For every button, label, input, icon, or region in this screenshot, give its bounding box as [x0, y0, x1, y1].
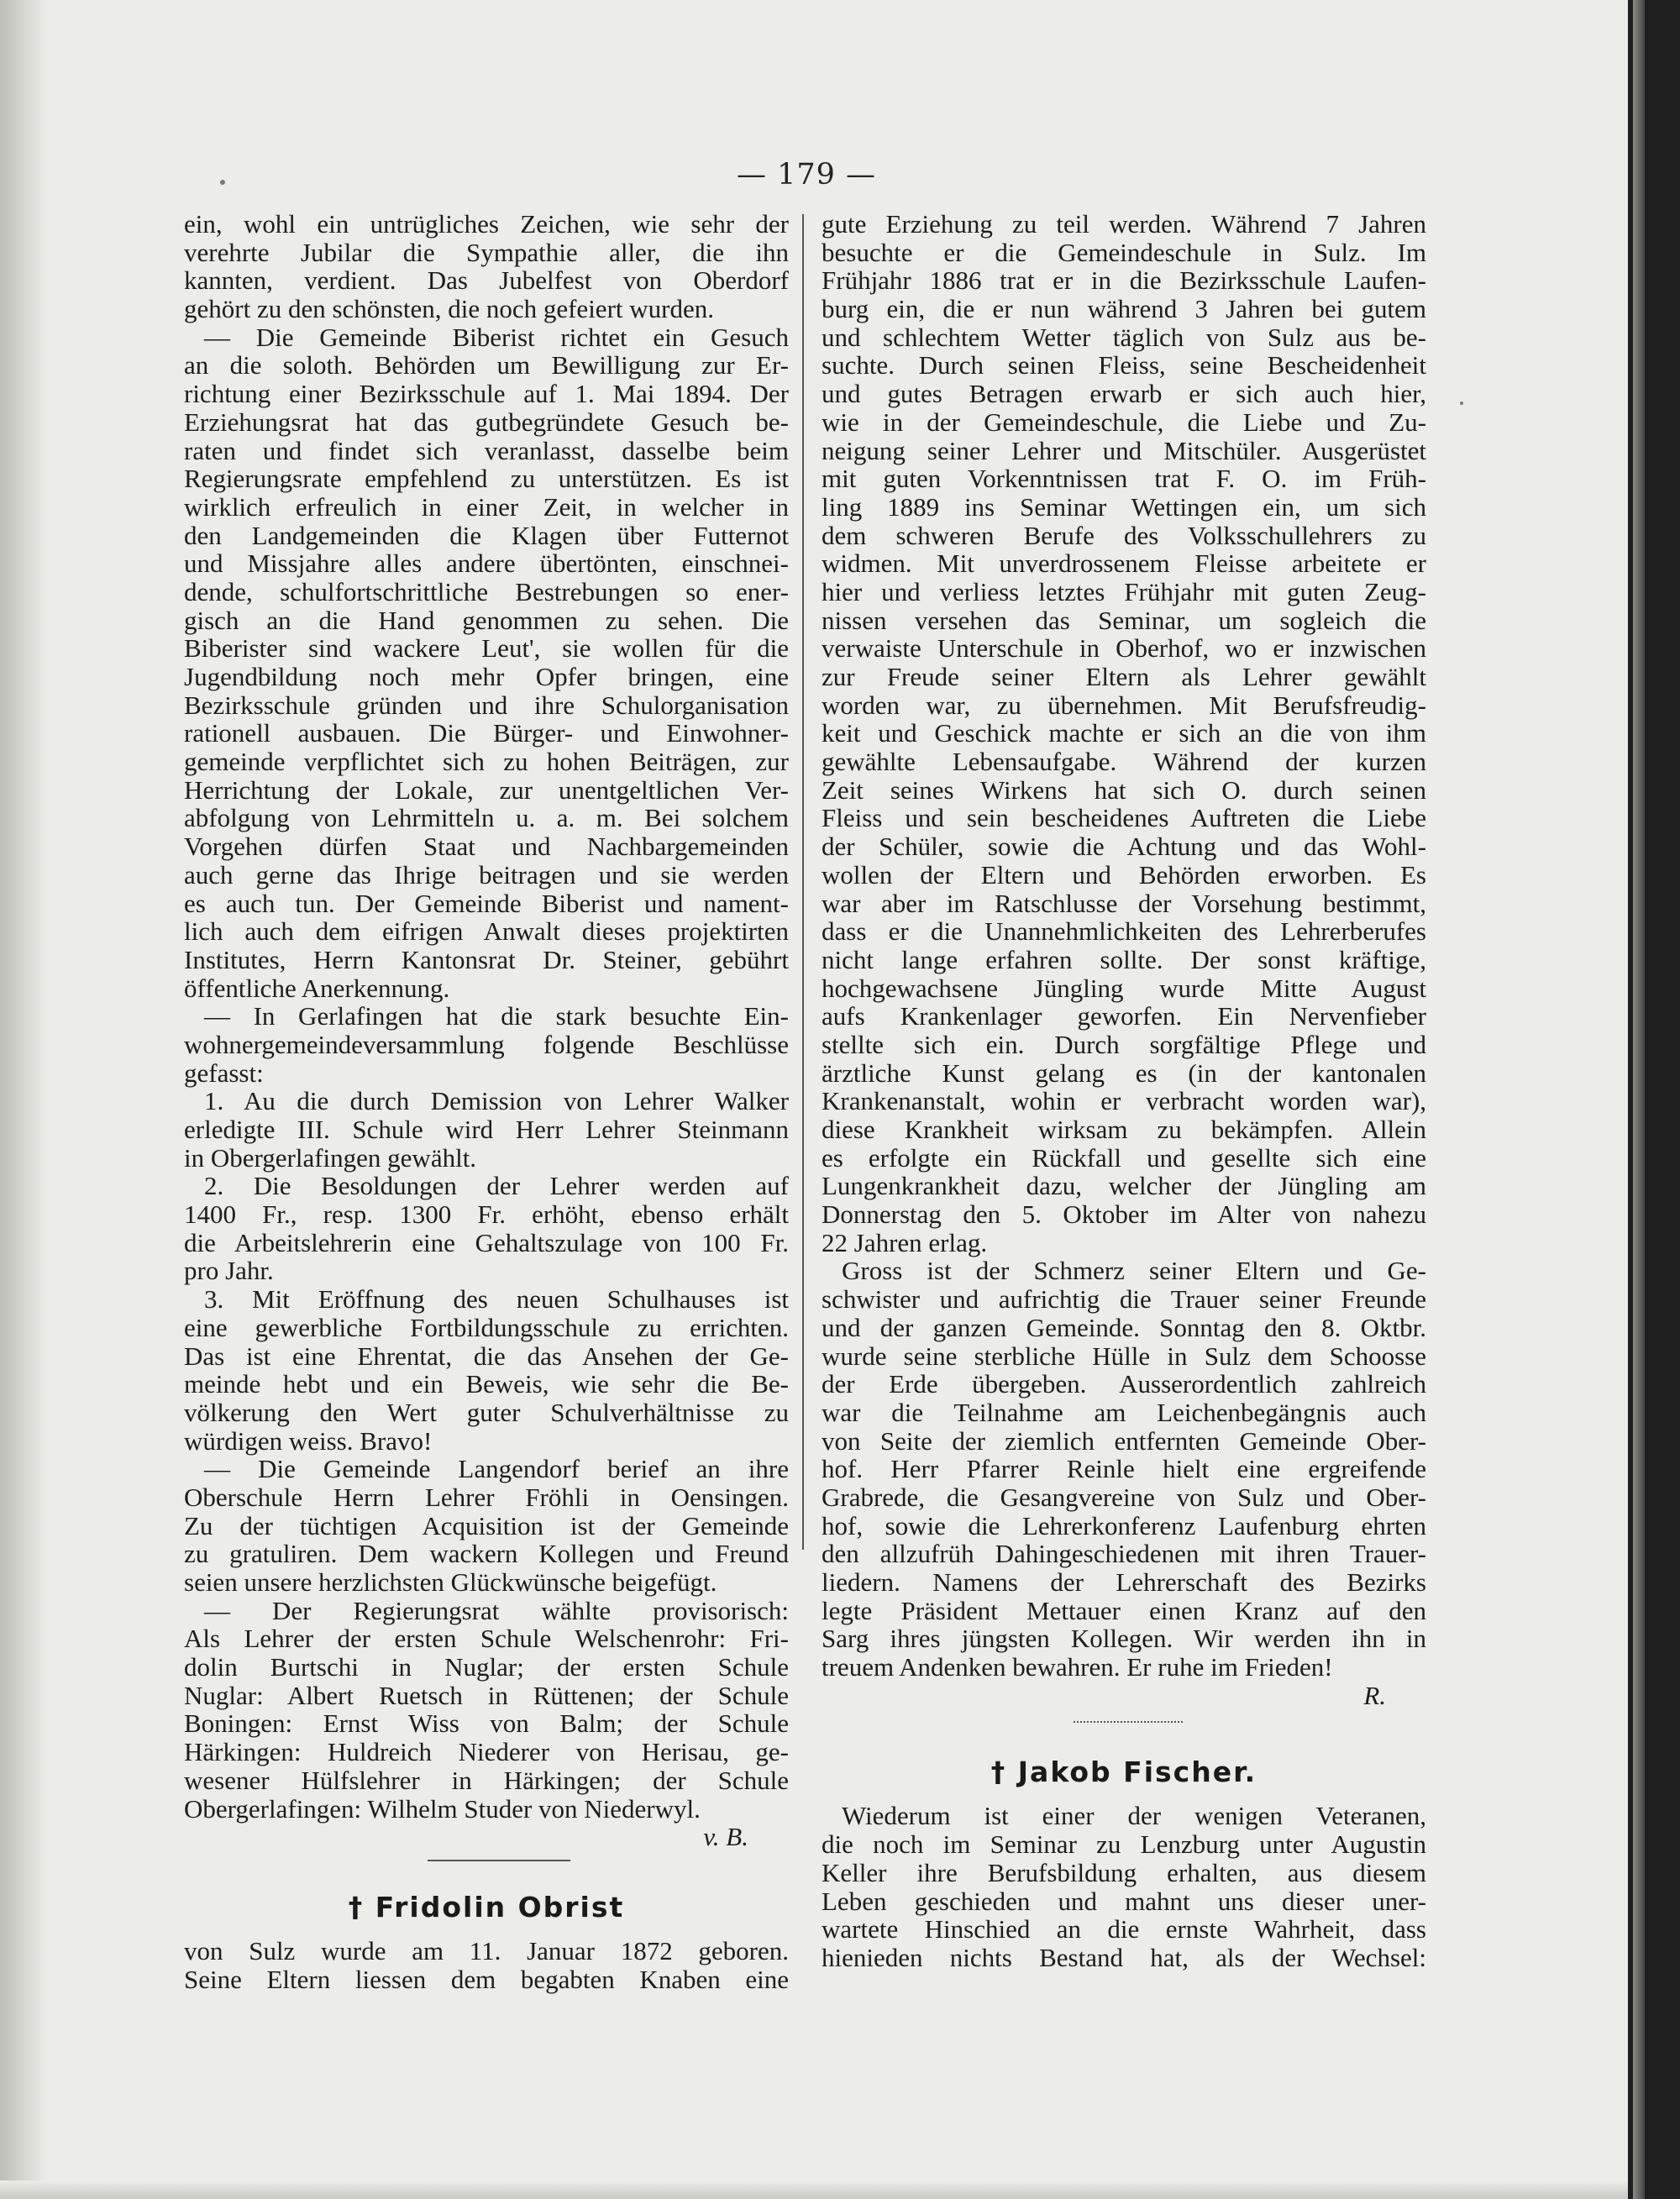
text-line: Grabrede, die Gesangvereine von Sulz und Ober- [822, 1482, 1426, 1512]
text-line: Vorgehen dürfen Staat und Nachbargemeinden [184, 832, 789, 862]
text-line: gefasst: [184, 1058, 264, 1088]
left-signature: v. B. [703, 1822, 748, 1852]
text-line: ling 1889 ins Seminar Wettingen ein, um sich [822, 491, 1426, 522]
text-line: Fleiss und sein bescheidenes Auftreten die Liebe [822, 803, 1426, 833]
text-line: meinde hebt und ein Beweis, wie sehr die Be- [184, 1369, 789, 1399]
text-line: widmen. Mit unverdrossenem Fleisse arbeitete er [822, 548, 1426, 579]
text-line: wurde seine sterbliche Hülle in Sulz dem Schoosse [822, 1341, 1426, 1371]
text-line: wie in der Gemeindeschule, die Liebe und Zu- [822, 407, 1426, 437]
text-line: es auch tun. Der Gemeinde Biberist und nament- [184, 888, 789, 918]
text-line: in Obergerlafingen gewählt. [184, 1142, 477, 1173]
text-line: erledigte III. Schule wird Herr Lehrer Steinmann [184, 1115, 789, 1144]
text-line: auch gerne das Ihrige beitragen und sie werden [184, 859, 789, 890]
text-line: diese Krankheit wirksam zu bekämpfen. Allein [822, 1115, 1426, 1144]
left-page-edge [0, 0, 49, 2199]
text-line: verehrte Jubilar die Sympathie aller, die ihn [184, 237, 789, 267]
text-line: aufs Krankenlager geworfen. Ein Nervenfieber [822, 1001, 1426, 1031]
text-line: Regierungsrate empfehlend zu unterstützen. Es ist [184, 464, 789, 494]
text-line: völkerung den Wert guter Schulverhältnisse zu [184, 1397, 789, 1427]
text-line: raten und findet sich veranlasst, dasselbe beim [184, 435, 789, 465]
text-line: gehört zu den schönsten, die noch gefeiert wurden. [184, 294, 714, 324]
text-line: Erziehungsrat hat das gutbegründete Gesuch be- [184, 407, 789, 437]
text-line: Biberister sind wackere Leut', sie wollen für die [184, 633, 789, 664]
text-line: der Erde übergeben. Ausserordentlich zahlreich [822, 1369, 1426, 1399]
text-line: Frühjahr 1886 trat er in die Bezirksschule Laufen- [822, 265, 1426, 296]
text-line: hier und verliess letztes Frühjahr mit guten Zeug- [822, 576, 1426, 606]
text-line: legte Präsident Mettauer einen Kranz auf den [822, 1595, 1426, 1625]
text-line: war die Teilnahme am Leichenbegängnis auch [822, 1397, 1426, 1427]
text-line: 1. Au die durch Demission von Lehrer Walker [204, 1086, 789, 1116]
text-line: nicht lange erfahren sollte. Der sonst kräftige, [822, 944, 1426, 974]
column-divider [802, 214, 804, 1550]
text-line: Boningen: Ernst Wiss von Balm; der Schule [184, 1708, 789, 1739]
text-line: Zeit seines Wirkens hat sich O. durch seinen [822, 774, 1426, 805]
text-line: wesener Hülfslehrer in Härkingen; der Schule [184, 1765, 789, 1795]
text-line: dass er die Unannehmlichkeiten des Lehrerberufes [822, 916, 1426, 947]
text-line: worden war, zu übernehmen. Mit Berufsfreudig- [822, 690, 1426, 720]
text-line: Zu der tüchtigen Acquisition ist der Gemeinde [184, 1510, 789, 1540]
text-line: Jugendbildung noch mehr Opfer bringen, eine [184, 662, 789, 691]
text-line: Donnerstag den 5. Oktober im Alter von nahezu [822, 1199, 1426, 1230]
obituary-text-fischer [822, 1802, 1426, 1971]
text-line: hof, sowie die Lehrerkonferenz Laufenburg ehrten [822, 1510, 1426, 1540]
text-line: treuem Andenken bewahren. Er ruhe im Frieden! [822, 1652, 1333, 1682]
text-line: Wiederum ist einer der wenigen Veteranen, [842, 1801, 1426, 1831]
text-line: und der ganzen Gemeinde. Sonntag den 8. Oktbr. [822, 1312, 1426, 1342]
text-line: und Missjahre alles andere übertönten, einschnei- [184, 548, 789, 579]
right-signature: R. [1363, 1680, 1386, 1710]
text-line: nissen versehen das Seminar, um sogleich die [822, 605, 1426, 635]
text-line: hof. Herr Pfarrer Reinle hielt eine ergreifende [822, 1454, 1426, 1484]
speck [1460, 401, 1463, 405]
text-line: zu gratuliren. Dem wackern Kollegen und Freund [184, 1539, 789, 1569]
text-line: Leben geschieden und mahnt uns dieser uner- [822, 1886, 1426, 1916]
text-line: wartete Hinschied an die ernste Wahrheit, dass [822, 1914, 1426, 1944]
right-column [822, 210, 1426, 1972]
text-line: wirklich erfreulich in einer Zeit, in welcher in [184, 491, 789, 522]
text-line: keit und Geschick machte er sich an die von ihm [822, 718, 1426, 748]
text-line: war aber im Ratschlusse der Vorsehung bestimmt, [822, 888, 1426, 918]
text-line: es erfolgte ein Rückfall und gesellte sich eine [822, 1142, 1426, 1173]
speck [220, 180, 225, 185]
text-line: besuchte er die Gemeindeschule in Sulz. Im [822, 237, 1426, 267]
text-line: Sarg ihres jüngsten Kollegen. Wir werden ihn in [822, 1624, 1426, 1654]
section-ornament [822, 1709, 1426, 1743]
text-line: den Landgemeinden die Klagen über Futternot [184, 520, 789, 550]
text-line: zur Freude seiner Eltern als Lehrer gewählt [822, 662, 1426, 691]
text-line: lich auch dem eifrigen Anwalt dieses projektirten [184, 916, 789, 947]
text-line: Gross ist der Schmerz seiner Eltern und Ge- [842, 1256, 1426, 1286]
obituary-text-obrist [184, 1937, 789, 1993]
text-line: öffentliche Anerkennung. [184, 973, 450, 1003]
text-line: Härkingen: Huldreich Niederer von Herisau, ge- [184, 1737, 789, 1767]
text-line: Nuglar: Albert Ruetsch in Rüttenen; der Schule [184, 1680, 789, 1710]
text-line: schwister und aufrichtig die Trauer seiner Freunde [822, 1284, 1426, 1315]
text-line: wohnergemeindeversammlung folgende Beschlüsse [184, 1029, 789, 1059]
text-line: neigung seiner Lehrer und Mitschüler. Ausgerüstet [822, 435, 1426, 465]
text-line: 22 Jahren erlag. [822, 1227, 988, 1257]
text-line: den allzufrüh Dahingeschiedenen mit ihren Trauer- [822, 1539, 1426, 1569]
text-line: 1400 Fr., resp. 1300 Fr. erhöht, ebenso erhält [184, 1199, 789, 1230]
text-line: verwaiste Unterschule in Oberhof, wo er inzwischen [822, 633, 1426, 664]
text-line: 2. Die Besoldungen der Lehrer werden auf [204, 1171, 789, 1201]
text-line: gemeinde verpflichtet sich zu hohen Beiträgen, zur [184, 747, 789, 777]
text-line: dolin Burtschi in Nuglar; der ersten Schule [184, 1652, 789, 1682]
text-line: Als Lehrer der ersten Schule Welschenrohr: Fri- [184, 1624, 789, 1654]
text-line: eine gewerbliche Fortbildungsschule zu errichten. [184, 1312, 789, 1342]
text-line: Institutes, Herrn Kantonsrat Dr. Steiner, gebührt [184, 944, 789, 974]
text-line: stellte sich ein. Durch sorgfältige Pflege und [822, 1029, 1426, 1059]
text-line: der Schüler, sowie die Achtung und das Wohl- [822, 832, 1426, 862]
text-line: an die soloth. Behörden um Bewilligung zur Er- [184, 350, 789, 380]
text-line: Bezirksschule gründen und ihre Schulorganisation [184, 690, 789, 720]
right-body-text [822, 210, 1426, 1682]
text-line: suchte. Durch seinen Fleiss, seine Bescheidenheit [822, 350, 1426, 380]
text-line: Oberschule Herrn Lehrer Fröhli in Oensingen. [184, 1482, 789, 1512]
obituary-title-obrist: † Fridolin Obrist [348, 1890, 625, 1923]
right-scan-border [1628, 0, 1680, 2199]
text-line: von Sulz wurde am 11. Januar 1872 geboren. [184, 1935, 789, 1965]
text-line: ärztliche Kunst gelang es (in der kantonalen [822, 1058, 1426, 1088]
section-rule [184, 1851, 789, 1870]
text-line: burg ein, die er nun während 3 Jahren bei gutem [822, 294, 1426, 324]
text-line: richtung einer Bezirksschule auf 1. Mai 1894. Der [184, 379, 789, 409]
text-line: abfolgung von Lehrmitteln u. a. m. Bei solchem [184, 803, 789, 833]
text-line: kannten, verdient. Das Jubelfest von Oberdorf [184, 265, 789, 296]
text-line: Herrichtung der Lokale, zur unentgeltlichen Ver- [184, 774, 789, 805]
text-line: mit guten Vorkenntnissen trat F. O. im Früh- [822, 464, 1426, 494]
text-line: von Seite der ziemlich entfernten Gemeinde Ober- [822, 1425, 1426, 1456]
text-line: 3. Mit Eröffnung des neuen Schulhauses ist [204, 1284, 789, 1315]
text-line: — Die Gemeinde Biberist richtet ein Gesuch [204, 322, 789, 352]
text-line: und schlechtem Wetter täglich von Sulz aus be- [822, 322, 1426, 352]
text-line: wollen der Eltern und Behörden erworben. Es [822, 859, 1426, 890]
page-number: — 179 — [736, 158, 877, 192]
text-line: die Arbeitslehrerin eine Gehaltszulage von 100 Fr. [184, 1227, 789, 1257]
text-line: seien unsere herzlichsten Glückwünsche beigefügt. [184, 1567, 717, 1597]
text-line: dem schweren Berufe des Volksschullehrers zu [822, 520, 1426, 550]
text-line: hochgewachsene Jüngling wurde Mitte August [822, 973, 1426, 1003]
text-line: — Der Regierungsrat wählte provisorisch: [204, 1595, 789, 1625]
text-line: Keller ihre Berufsbildung erhalten, aus diesem [822, 1857, 1426, 1887]
text-line: gute Erziehung zu teil werden. Während 7 Jahren [822, 209, 1426, 239]
text-line: — In Gerlafingen hat die stark besuchte Ein- [204, 1001, 789, 1031]
text-line: Lungenkrankheit dazu, welcher der Jüngling am [822, 1171, 1426, 1201]
text-line: rationell ausbauen. Die Bürger- und Einwohner- [184, 718, 789, 748]
text-line: gewählte Lebensaufgabe. Während der kurzen [822, 747, 1426, 777]
text-line: pro Jahr. [184, 1256, 274, 1286]
text-line: ein, wohl ein untrügliches Zeichen, wie sehr der [184, 209, 789, 239]
text-line: und gutes Betragen erwarb er sich auch hier, [822, 379, 1426, 409]
text-line: — Die Gemeinde Langendorf berief an ihre [204, 1454, 789, 1484]
bottom-shadow [0, 2181, 1628, 2199]
left-column [184, 210, 789, 1993]
text-line: würdigen weiss. Bravo! [184, 1425, 433, 1456]
left-body-text [184, 210, 789, 1823]
text-line: Seine Eltern liessen dem begabten Knaben eine [184, 1964, 789, 1994]
text-line: Obergerlafingen: Wilhelm Studer von Niederwyl. [184, 1793, 701, 1824]
text-line: Krankenanstalt, wohin er verbracht worden war), [822, 1086, 1426, 1116]
obituary-title-fischer: † Jakob Fischer. [990, 1756, 1257, 1789]
text-line: die noch im Seminar zu Lenzburg unter Augustin [822, 1829, 1426, 1860]
text-line: Das ist eine Ehrentat, die das Ansehen der Ge- [184, 1341, 789, 1371]
text-line: liedern. Namens der Lehrerschaft des Bezirks [822, 1567, 1426, 1597]
text-line: gisch an die Hand genommen zu sehen. Die [184, 605, 789, 635]
text-line: hienieden nichts Bestand hat, als der Wechsel: [822, 1942, 1426, 1972]
text-line: dende, schulfortschrittliche Bestrebungen so ener- [184, 576, 789, 606]
